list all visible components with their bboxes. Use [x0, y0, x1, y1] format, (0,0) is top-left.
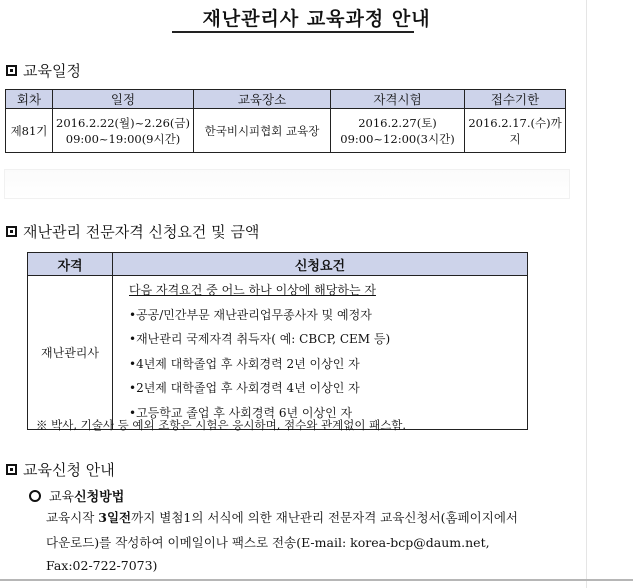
line1-bold: 3일전 [98, 510, 132, 525]
line1-post: 까지 별첨1의 서식에 의한 재난관리 전문자격 교육신청서(홈페이지에서 [131, 510, 518, 525]
section-heading: 교육일정 [23, 62, 81, 80]
exception-note: ※ 박사, 기술사 등 예외 조항은 시험은 응시하며, 점수와 관계없이 패스함. [36, 418, 407, 432]
venue-cell: 한국비시피협회 교육장 [194, 109, 331, 153]
column-header: 자격시험 [331, 90, 465, 109]
dates-line: 2016.2.22(월)~2.26(금) [56, 115, 190, 130]
method-label-bold: 신청방법 [74, 490, 125, 505]
table-row [6, 109, 566, 153]
deadline-cell: 2016.2.17.(수)까지 [465, 109, 566, 153]
method-subheading [29, 486, 124, 505]
round-cell: 제81기 [6, 109, 53, 153]
column-header: 접수기한 [465, 90, 566, 109]
section-schedule [6, 60, 81, 81]
section-requirements [6, 221, 259, 242]
page-title: 재난관리사 교육과정 안내 [202, 8, 431, 30]
dates-cell [53, 109, 194, 153]
exam-date: 2016.2.27(토) [358, 115, 437, 130]
section-application [6, 459, 115, 480]
schedule-table [5, 89, 566, 153]
table-header-row [6, 90, 566, 109]
column-header: 교육장소 [194, 90, 331, 109]
column-header: 자격 [28, 253, 113, 276]
requirements-table [27, 252, 528, 430]
square-bullet-icon [6, 464, 17, 475]
column-header: 회차 [6, 90, 53, 109]
method-label-pre: 교육 [49, 490, 75, 505]
title-underline [172, 31, 414, 33]
bottom-rule [0, 579, 633, 581]
list-item: •재난관리 국제자격 취득자( 예: CBCP, CEM 등) [129, 332, 391, 346]
list-item: •공공/민간부문 재난관리업무종사자 및 예정자 [129, 307, 372, 322]
list-item: •고등학교 졸업 후 사회경력 6년 이상인 자 [129, 405, 353, 420]
column-header: 일정 [53, 90, 194, 109]
list-item: •4년제 대학졸업 후 사회경력 2년 이상인 자 [129, 356, 360, 371]
application-line-2: 다운로드)를 작성하여 이메일이나 팩스로 전송(E-mail: korea-bcp@daum.net, [46, 535, 490, 550]
exam-hours: 09:00~12:00(3시간) [340, 131, 455, 146]
line1-pre: 교육시작 [46, 510, 99, 525]
hours-line: 09:00~19:00(9시간) [65, 131, 181, 146]
table-row [28, 276, 528, 430]
square-bullet-icon [6, 226, 17, 237]
table-header-row [28, 253, 528, 276]
circle-bullet-icon [29, 490, 41, 502]
qualification-cell: 재난관리사 [28, 276, 113, 430]
column-header: 신청요건 [113, 253, 528, 276]
square-bullet-icon [6, 65, 17, 76]
list-item: •2년제 대학졸업 후 사회경력 4년 이상인 자 [129, 381, 360, 395]
section-heading: 교육신청 안내 [23, 461, 115, 479]
application-line-1 [46, 508, 518, 526]
section-heading: 재난관리 전문자격 신청요건 및 금액 [23, 223, 260, 241]
requirements-intro: 다음 자격요건 중 어느 하나 이상에 해당하는 자 [129, 283, 376, 297]
application-line-3: Fax:02-722-7073) [46, 558, 158, 573]
blank-area [4, 169, 570, 199]
page-edge [586, 0, 587, 588]
exam-cell [331, 109, 465, 153]
requirements-cell [113, 276, 528, 430]
